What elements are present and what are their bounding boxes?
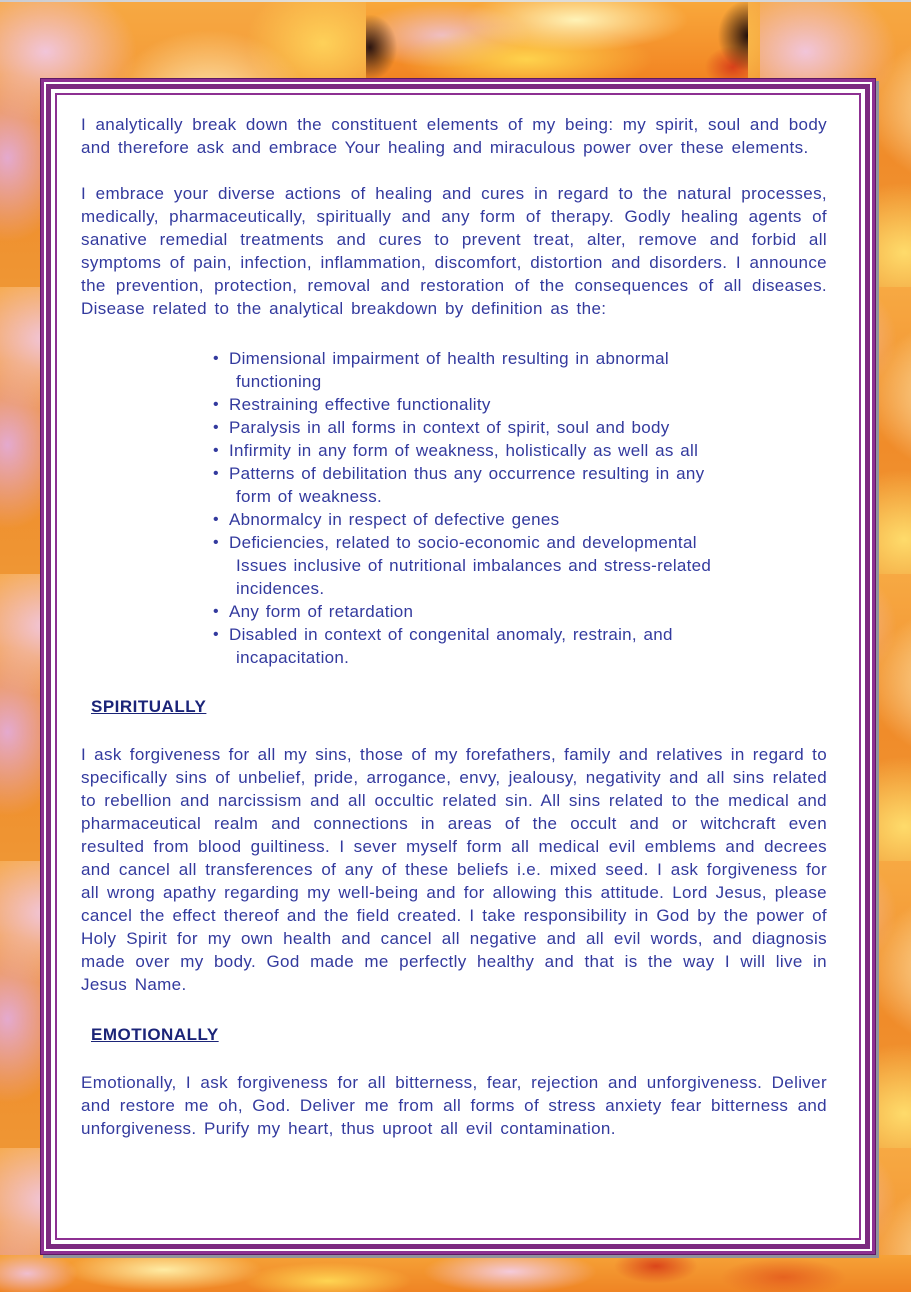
section-heading-emotionally: EMOTIONALLY <box>91 1025 219 1044</box>
list-item: • Restraining effective functionality <box>211 393 739 416</box>
document-frame <box>40 78 876 1255</box>
flame-banner-top <box>366 0 748 79</box>
document-frame-middle-band <box>41 79 875 1254</box>
intro-paragraph-1: I analytically break down the constituent elements of my being: my spirit, soul and body and therefore ask and embrace Your healing and miraculous power over these elements. <box>81 115 827 157</box>
list-item: • Deficiencies, related to socio-economic and developmental Issues inclusive of nutritional imbalances and stress-related incidences. <box>211 531 739 600</box>
list-item: • Infirmity in any form of weakness, holistically as well as all <box>211 439 739 462</box>
flame-banner-bottom <box>0 1255 911 1292</box>
intro-paragraph-2: I embrace your diverse actions of healing and cures in regard to the natural processes, medically, pharmaceutically, spiritually and any form of therapy. Godly healing agents of sanative remedial treatments and cures to prevent treat, alter, remove and forbid all symptoms of pain, infection, inflammation, discomfort, distortion and disorders. I announce the prevention, protection, removal and restoration of the consequences of all diseases. Disease related to the analytical breakdown by definition as the: <box>81 184 827 318</box>
section-heading-spiritually: SPIRITUALLY <box>91 697 207 716</box>
emotionally-paragraph: Emotionally, I ask forgiveness for all bitterness, fear, rejection and unforgiveness. Deliver and restore me oh, God. Deliver me from all forms of stress anxiety fear bitterness and unforgiveness. Purify my heart, thus uproot all evil contamination. <box>81 1073 827 1138</box>
list-item: • Paralysis in all forms in context of spirit, soul and body <box>211 416 739 439</box>
disease-bullet-list <box>211 347 739 669</box>
top-edge-highlight <box>0 0 911 2</box>
list-item: • Patterns of debilitation thus any occurrence resulting in any form of weakness. <box>211 462 739 508</box>
list-item: • Abnormalcy in respect of defective genes <box>211 508 739 531</box>
document-frame-inner-band <box>46 84 870 1249</box>
list-item: • Any form of retardation <box>211 600 739 623</box>
list-item: • Dimensional impairment of health resulting in abnormal functioning <box>211 347 739 393</box>
spiritually-paragraph: I ask forgiveness for all my sins, those of my forefathers, family and relatives in regard to specifically sins of unbelief, pride, arrogance, envy, jealousy, negativity and all sins related to rebellion and narcissism and all occultic related sin. All sins related to the medical and pharmaceutical realm and connections in areas of the occult and or witchcraft even resulted from blood guiltiness. I sever myself form all medical evil emblems and decrees and cancel all transferences of any of these beliefs i.e. mixed seed. I ask forgiveness for all wrong apathy regarding my well-being and for allowing this attitude. Lord Jesus, please cancel the effect thereof and the field created. I take responsibility in God by the power of Holy Spirit for my own health and cancel all negative and all evil words, and diagnosis made over my body. God made me perfectly healthy and that is the way I will live in Jesus Name. <box>81 745 827 994</box>
list-item: • Disabled in context of congenital anomaly, restrain, and incapacitation. <box>211 623 739 669</box>
document-page <box>55 93 861 1240</box>
